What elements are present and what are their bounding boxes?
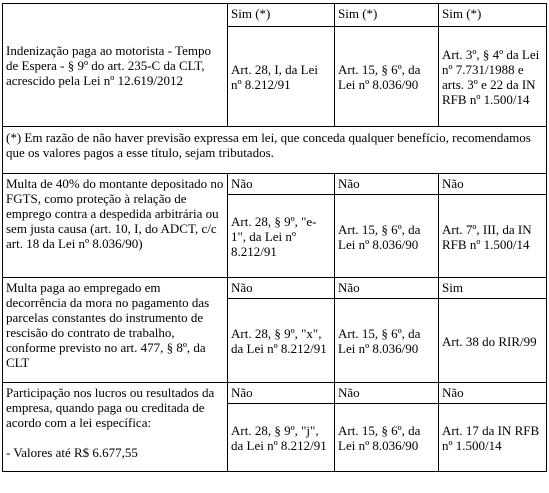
- contribution-legal-basis: Art. 28, § 9º, "e-1", da Lei nº 8.212/91: [228, 195, 335, 278]
- row-description: Indenização paga ao motorista - Tempo de Espera - § 9º do art. 235-C da CLT, acrescido pela Lei nº 12.619/2012: [3, 4, 228, 127]
- table-row: [3, 4, 547, 27]
- fgts-legal-basis: Art. 15, § 6º, da Lei nº 8.036/90: [335, 404, 439, 472]
- row-description: Participação nos lucros ou resultados da empresa, quando paga ou creditada de acordo com a lei específica: - Valores até R$ 6.677,55: [3, 383, 228, 472]
- irrf-header-cell: Sim (*): [439, 4, 547, 27]
- contribution-header-cell: Não: [228, 278, 335, 299]
- fgts-legal-basis: Art. 15, § 6º, da Lei nº 8.036/90: [335, 195, 439, 278]
- irrf-legal-basis: Art. 17 da IN RFB nº 1.500/14: [439, 404, 547, 472]
- irrf-header-cell: Não: [439, 174, 547, 195]
- table-row: [3, 127, 547, 174]
- contribution-header-cell: Não: [228, 174, 335, 195]
- irrf-header-cell: Não: [439, 383, 547, 404]
- fgts-legal-basis: Art. 15, § 6º, da Lei nº 8.036/90: [335, 299, 439, 383]
- table-row: [3, 174, 547, 195]
- contribution-header-cell: Não: [228, 383, 335, 404]
- fgts-header-cell: Não: [335, 278, 439, 299]
- row-description: Multa paga ao empregado em decorrência da mora no pagamento das parcelas constantes do instrumento de rescisão do contrato de trabalho, conforme previsto no art. 477, § 8º, da CLT: [3, 278, 228, 383]
- irrf-legal-basis: Art. 7º, III, da IN RFB nº 1.500/14: [439, 195, 547, 278]
- irrf-legal-basis: Art. 3º, § 4º da Lei nº 7.731/1988 e arts. 3º e 22 da IN RFB nº 1.500/14: [439, 27, 547, 127]
- contribution-legal-basis: Art. 28, § 9º, "x", da Lei nº 8.212/91: [228, 299, 335, 383]
- table-row: [3, 278, 547, 299]
- fgts-legal-basis: Art. 15, § 6º, da Lei nº 8.036/90: [335, 27, 439, 127]
- irrf-legal-basis: Art. 38 do RIR/99: [439, 299, 547, 383]
- fgts-header-cell: Não: [335, 383, 439, 404]
- contribution-header-cell: Sim (*): [228, 4, 335, 27]
- incidence-table: [2, 3, 547, 472]
- fgts-header-cell: Sim (*): [335, 4, 439, 27]
- row-description: Multa de 40% do montante depositado no FGTS, como proteção à relação de emprego contra a despedida arbitrária ou sem justa causa (art. 10, I, do ADCT, c/c art. 18 da Lei nº 8.036/90): [3, 174, 228, 278]
- table-row: [3, 383, 547, 404]
- contribution-legal-basis: Art. 28, I, da Lei nº 8.212/91: [228, 27, 335, 127]
- irrf-header-cell: Sim: [439, 278, 547, 299]
- footnote-text: (*) Em razão de não haver previsão expressa em lei, que conceda qualquer benefício, recomendamos que os valores pagos a esse título, sejam tributados.: [3, 127, 547, 174]
- contribution-legal-basis: Art. 28, § 9º, "j", da Lei nº 8.212/91: [228, 404, 335, 472]
- fgts-header-cell: Não: [335, 174, 439, 195]
